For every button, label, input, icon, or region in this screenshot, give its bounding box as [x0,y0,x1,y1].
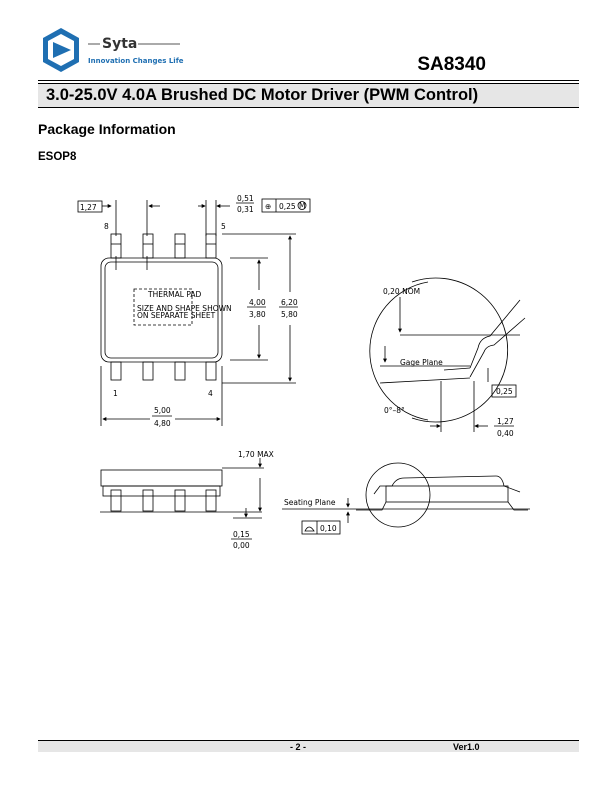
body-length-max: 5,00 [154,406,171,415]
seating-plane-label: Seating Plane [284,498,336,507]
pin-1-label: 1 [113,389,118,398]
thermal-pad-note-1: SIZE AND SHAPE SHOWN [137,304,232,313]
pin-4-label: 4 [208,389,213,398]
body-length-min: 4,80 [154,419,171,428]
page-number: - 2 - [290,742,307,752]
seating-plane-view [282,463,530,534]
body-width-max: 4,00 [249,298,266,307]
foot-length-max: 1,27 [497,417,514,426]
angle-label: 0°–8° [384,406,405,415]
gage-value: 0,25 [496,387,513,396]
lead-width-max: 0,51 [237,194,254,203]
position-tolerance-modifier: M [299,201,306,210]
thermal-pad-label: THERMAL PAD [148,290,202,299]
pin-5-label: 5 [221,222,226,231]
lead-width-min: 0,31 [237,205,254,214]
pin-pitch-label: 1,27 [80,203,97,212]
body-width-min: 3,80 [249,310,266,319]
package-name: ESOP8 [38,151,77,163]
coplanarity-value: 0,10 [320,524,337,533]
nom-label: 0,20 NOM [383,287,421,296]
thermal-pad-note-2: ON SEPARATE SHEET [137,311,216,320]
foot-length-min: 0,40 [497,429,514,438]
footer-bar [38,740,579,752]
document-version: Ver1.0 [453,742,480,752]
max-height-label: 1,70 MAX [238,450,274,459]
document-title: 3.0-25.0V 4.0A Brushed DC Motor Driver (PWM Control) [46,86,479,104]
position-tolerance-icon: ⊕ [265,202,272,211]
position-tolerance-value: 0,25 [279,202,296,211]
logo-tagline: Innovation Changes Life [88,57,184,65]
standoff-max: 0,15 [233,530,250,539]
overall-width-max: 6,20 [281,298,298,307]
overall-width-min: 5,80 [281,310,298,319]
logo-wordmark: Syta [102,36,138,52]
pin-8-label: 8 [104,222,109,231]
side-view [100,450,274,550]
lead-detail-view [370,278,525,438]
standoff-min: 0,00 [233,541,250,550]
section-title: Package Information [38,121,176,137]
part-number: SA8340 [417,54,486,75]
gage-plane-label: Gage Plane [400,358,443,367]
top-view [78,194,310,428]
